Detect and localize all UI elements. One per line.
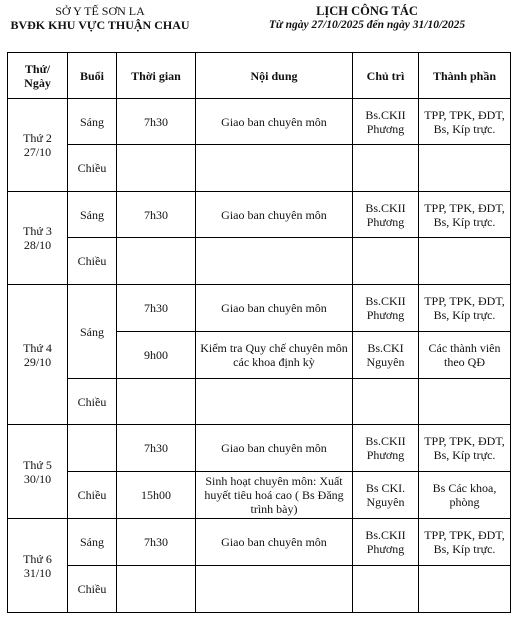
content-cell — [196, 379, 353, 425]
day-cell — [8, 425, 68, 519]
title-block — [232, 4, 502, 32]
time-cell: 15h00 — [117, 472, 196, 519]
host-cell — [353, 566, 419, 613]
host-cell: Bs.CKII Phương — [353, 285, 419, 332]
members-cell — [419, 379, 511, 425]
content-cell: Giao ban chuyên môn — [196, 192, 353, 238]
issuer-unit: BVĐK KHU VỰC THUẬN CHAU — [10, 18, 190, 32]
content-cell: Giao ban chuyên môn — [196, 99, 353, 145]
time-cell: 7h30 — [117, 285, 196, 332]
date-range: Từ ngày 27/10/2025 đến ngày 31/10/2025 — [268, 19, 466, 31]
host-cell — [353, 238, 419, 285]
content-cell: Kiểm tra Quy chế chuyên môn các khoa định kỳ — [196, 332, 353, 379]
content-cell: Sinh hoạt chuyên môn: Xuất huyết tiêu hoá cao ( Bs Đăng trình bày) — [196, 472, 353, 519]
content-cell — [196, 238, 353, 285]
session-cell: Chiều — [68, 379, 117, 425]
time-cell: 7h30 — [117, 99, 196, 145]
host-cell: Bs.CKI Nguyên — [353, 332, 419, 379]
column-header: Thành phần — [419, 53, 511, 99]
day-name: Thứ 2 — [23, 131, 52, 145]
time-cell: 9h00 — [117, 332, 196, 379]
day-date: 31/10 — [23, 565, 52, 580]
day-name: Thứ 4 — [23, 340, 52, 355]
host-cell: Bs CKI. Nguyên — [353, 472, 419, 519]
day-cell — [8, 192, 68, 285]
session-cell: Chiều — [68, 145, 117, 192]
time-cell — [117, 566, 196, 613]
document-title: LỊCH CÔNG TÁC — [316, 4, 418, 18]
table-row — [8, 519, 511, 566]
time-cell — [117, 145, 196, 192]
members-cell: TPP, TPK, ĐDT, Bs, Kíp trực. — [419, 192, 511, 238]
host-cell: Bs.CKII Phương — [353, 425, 419, 472]
schedule-table — [7, 52, 511, 613]
members-cell: TPP, TPK, ĐDT, Bs, Kíp trực. — [419, 519, 511, 566]
host-cell: Bs.CKII Phương — [353, 99, 419, 145]
members-cell: Các thành viên theo QĐ — [419, 332, 511, 379]
time-cell: 7h30 — [117, 192, 196, 238]
day-name: Thứ 6 — [23, 551, 52, 566]
members-cell: TPP, TPK, ĐDT, Bs, Kíp trực. — [419, 425, 511, 472]
day-cell — [8, 519, 68, 613]
members-cell — [419, 145, 511, 192]
host-cell: Bs.CKII Phương — [353, 192, 419, 238]
day-cell — [8, 99, 68, 192]
members-cell: TPP, TPK, ĐDT, Bs, Kíp trực. — [419, 99, 511, 145]
members-cell: Bs Các khoa, phòng — [419, 472, 511, 519]
document-header — [0, 0, 519, 50]
content-cell: Giao ban chuyên môn — [196, 519, 353, 566]
content-cell: Giao ban chuyên môn — [196, 425, 353, 472]
session-cell — [68, 425, 117, 472]
table-row — [8, 566, 511, 613]
day-name: Thứ 5 — [23, 457, 52, 472]
session-cell: Sáng — [68, 285, 117, 379]
table-row — [8, 472, 511, 519]
table-row — [8, 145, 511, 192]
session-cell: Sáng — [68, 519, 117, 566]
day-date: 29/10 — [23, 354, 52, 369]
host-cell: Bs.CKII Phương — [353, 519, 419, 566]
column-header: Thời gian — [117, 53, 196, 99]
day-date: 28/10 — [23, 238, 52, 252]
day-date: 27/10 — [23, 145, 52, 159]
time-cell — [117, 238, 196, 285]
day-date: 30/10 — [23, 471, 52, 486]
time-cell: 7h30 — [117, 425, 196, 472]
day-name: Thứ 3 — [23, 224, 52, 238]
session-cell: Sáng — [68, 99, 117, 145]
table-row — [8, 425, 511, 472]
table-row — [8, 379, 511, 425]
column-header: Nội dung — [196, 53, 353, 99]
column-header: Chủ trì — [353, 53, 419, 99]
time-cell — [117, 379, 196, 425]
column-header: Thứ/ Ngày — [8, 53, 68, 99]
table-row — [8, 285, 511, 332]
members-cell — [419, 566, 511, 613]
issuer-org: SỞ Y TẾ SƠN LA — [55, 4, 145, 18]
day-cell — [8, 285, 68, 425]
host-cell — [353, 379, 419, 425]
content-cell: Giao ban chuyên môn — [196, 285, 353, 332]
table-row — [8, 238, 511, 285]
column-header: Buổi — [68, 53, 117, 99]
session-cell: Sáng — [68, 192, 117, 238]
session-cell: Chiều — [68, 472, 117, 519]
time-cell: 7h30 — [117, 519, 196, 566]
content-cell — [196, 566, 353, 613]
content-cell — [196, 145, 353, 192]
table-row — [8, 192, 511, 238]
issuer-block — [0, 4, 200, 32]
members-cell — [419, 238, 511, 285]
header-row — [8, 53, 511, 99]
session-cell: Chiều — [68, 238, 117, 285]
members-cell: TPP, TPK, ĐDT, Bs, Kíp trực. — [419, 285, 511, 332]
host-cell — [353, 145, 419, 192]
table-row — [8, 99, 511, 145]
session-cell: Chiều — [68, 566, 117, 613]
